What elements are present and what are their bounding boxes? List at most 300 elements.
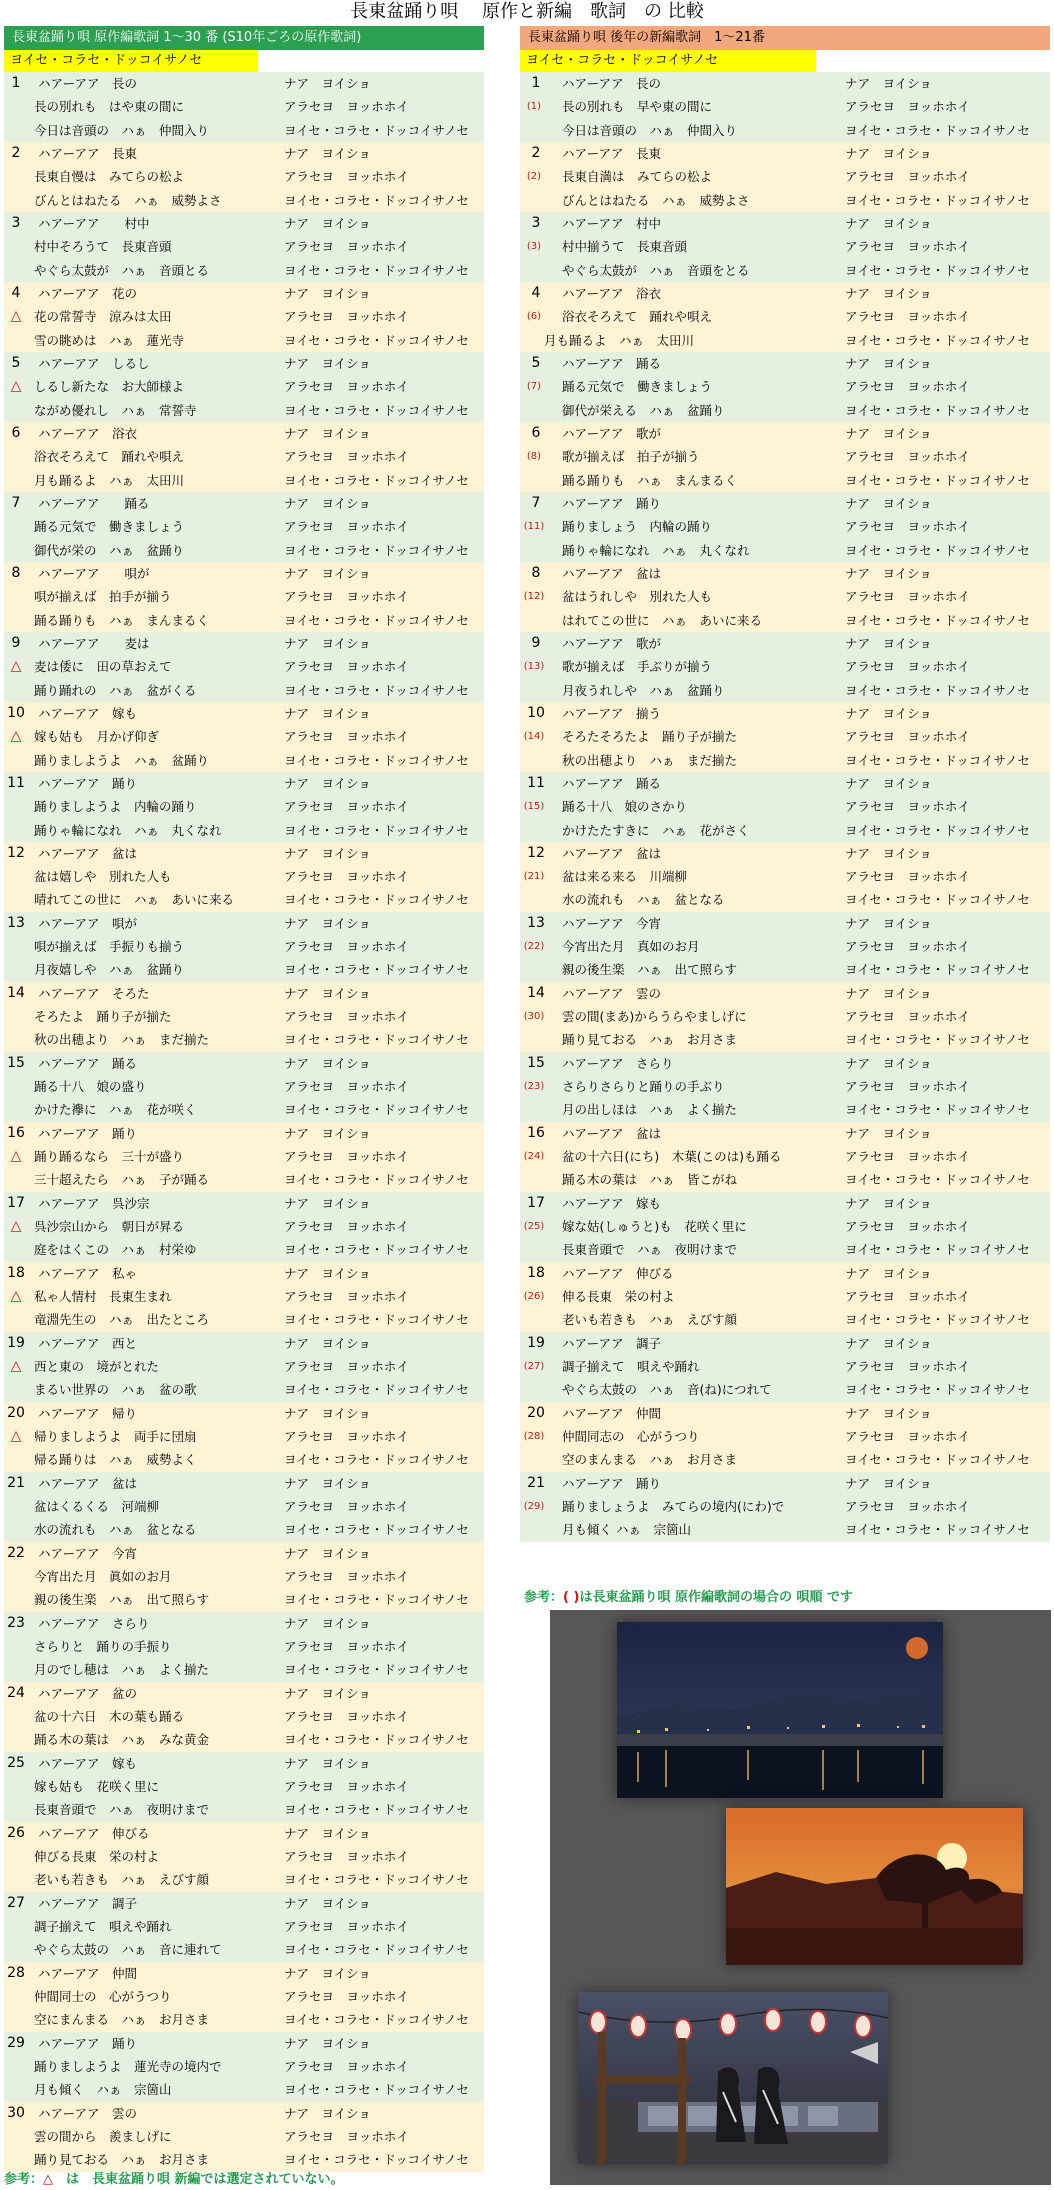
verse-number: 28 (7, 1964, 25, 1981)
response-call: ナア ヨイショ (284, 1055, 371, 1071)
original-order-number: (3) (526, 241, 542, 253)
verse-line (520, 749, 1050, 772)
lyric-text: ハアーアア 踊り (38, 775, 138, 791)
new-verse-19 (520, 1332, 1050, 1402)
original-order-number: (6) (526, 311, 542, 323)
verse-line (4, 935, 484, 958)
response-call: ナア ヨイショ (284, 565, 371, 581)
original-verse-28 (4, 1962, 484, 2032)
verse-line (520, 305, 1050, 328)
verse-line (4, 725, 484, 748)
response-call: ナア ヨイショ (845, 1125, 932, 1141)
lyric-text: 花の常誓寺 涼みは太田 (34, 309, 172, 325)
response-call: ヨイセ・コラセ・ドッコイサノセ (284, 962, 469, 978)
verse-number: 7 (11, 494, 21, 511)
lyric-text: 月のでし穂は ハぁ よく揃た (34, 1662, 210, 1678)
response-call: アラセヨ ヨッホホイ (845, 1149, 970, 1165)
verse-line (520, 212, 1050, 235)
verse-line (4, 1238, 484, 1261)
verse-number: 12 (527, 844, 545, 861)
lyric-text: 踊りゃ輪になれ ハぁ 丸くなれ (34, 822, 222, 838)
unselected-note-mark: △ (43, 2172, 54, 2187)
response-call: アラセヨ ヨッホホイ (284, 939, 409, 955)
order-note-text: は長東盆踊り唄 原作編歌詞の場合の 唄順 です (579, 1590, 854, 1605)
verse-line (4, 1962, 484, 1985)
verse-line (4, 1005, 484, 1028)
verse-line (4, 1262, 484, 1285)
response-call: ヨイセ・コラセ・ドッコイサノセ (284, 262, 469, 278)
original-verse-25 (4, 1752, 484, 1822)
order-note-paren: ( ) (563, 1590, 580, 1605)
original-verse-list (4, 72, 484, 2172)
lyric-text: 踊る木の葉は ハぁ 皆こがね (562, 1172, 738, 1188)
verse-number: 5 (531, 354, 541, 371)
response-call: ヨイセ・コラセ・ドッコイサノセ (284, 1382, 469, 1398)
response-call: ナア ヨイショ (845, 565, 932, 581)
verse-line (4, 422, 484, 445)
new-verse-13 (520, 912, 1050, 982)
verse-line (4, 865, 484, 888)
new-verse-12 (520, 842, 1050, 912)
response-call: アラセヨ ヨッホホイ (284, 659, 409, 675)
response-call: アラセヨ ヨッホホイ (845, 1499, 970, 1515)
verse-number: 5 (11, 354, 21, 371)
lyric-text: ハアーアア 踊り (38, 1125, 138, 1141)
response-call: アラセヨ ヨッホホイ (845, 799, 970, 815)
lyric-text: 盆は嬉しや 別れた人も (34, 869, 172, 885)
lyric-text: 親の後生楽 ハぁ 出て照らす (34, 1592, 210, 1608)
lyric-text: ハアーアア 唄が (38, 915, 138, 931)
verse-line (4, 1425, 484, 1448)
response-call: ナア ヨイショ (845, 76, 932, 91)
original-lyrics-header: 長東盆踊り唄 原作編歌詞 1～30 番 (S10年ごろの原作歌詞) (4, 26, 484, 50)
lyric-text: ハアーアア 仲間 (38, 1965, 138, 1981)
lyric-text: 調子揃えて 唄えや踊れ (562, 1359, 700, 1375)
response-call: アラセヨ ヨッホホイ (284, 1918, 409, 1934)
response-call: ナア ヨイショ (284, 705, 371, 721)
verse-line (4, 772, 484, 795)
verse-line (4, 562, 484, 585)
response-call: ナア ヨイショ (845, 1475, 932, 1491)
response-call: ヨイセ・コラセ・ドッコイサノセ (845, 1312, 1030, 1328)
response-call: ナア ヨイショ (284, 1125, 371, 1141)
original-order-number: (26) (523, 1291, 545, 1303)
new-verse-6 (520, 422, 1050, 492)
new-verse-10 (520, 702, 1050, 772)
lyric-text: 踊る十八 娘の盛り (34, 1079, 147, 1095)
response-call: ヨイセ・コラセ・ドッコイサノセ (284, 682, 469, 698)
verse-line (4, 842, 484, 865)
lyric-text: ハアーアア 調子 (562, 1335, 662, 1351)
original-verse-11 (4, 772, 484, 842)
response-call: ナア ヨイショ (284, 1685, 371, 1701)
response-call: ナア ヨイショ (284, 1825, 371, 1841)
lyric-text: さらりと 踊りの手振り (34, 1638, 172, 1654)
response-call: ナア ヨイショ (284, 635, 371, 651)
verse-line (4, 1822, 484, 1845)
verse-number: 22 (7, 1544, 25, 1561)
lyric-text: 踊る踊りも ハぁ まんまるく (562, 472, 738, 488)
lyric-text: 盆は来る来る 川端柳 (562, 869, 688, 885)
lyric-text: まるい世界の ハぁ 盆の歌 (34, 1382, 197, 1398)
verse-number: 8 (11, 564, 21, 581)
verse-line (4, 1798, 484, 1821)
verse-line (4, 95, 484, 118)
lyric-text: 村中そろうて 長東音頭 (34, 239, 172, 255)
lyric-text: ハアーアア 浴衣 (562, 285, 662, 301)
lyric-text: 長東自満は みてらの松よ (562, 169, 713, 185)
response-call: ヨイセ・コラセ・ドッコイサノセ (284, 822, 469, 838)
response-call: アラセヨ ヨッホホイ (845, 239, 970, 255)
response-call: ヨイセ・コラセ・ドッコイサノセ (845, 1522, 1030, 1538)
verse-number: 25 (7, 1754, 25, 1771)
response-call: ナア ヨイショ (845, 355, 932, 371)
original-verse-10 (4, 702, 484, 772)
verse-line (4, 1985, 484, 2008)
original-verse-29 (4, 2032, 484, 2102)
verse-line (520, 585, 1050, 608)
lyric-text: 三十超えたら ハぁ 子が踊る (34, 1172, 210, 1188)
verse-line (520, 1005, 1050, 1028)
unselected-note (4, 2168, 344, 2187)
verse-line (520, 72, 1050, 95)
new-verse-21 (520, 1472, 1050, 1542)
verse-number: 26 (7, 1824, 25, 1841)
response-call: アラセヨ ヨッホホイ (845, 1219, 970, 1235)
response-call: ヨイセ・コラセ・ドッコイサノセ (284, 1102, 469, 1118)
response-call: アラセヨ ヨッホホイ (845, 1359, 970, 1375)
verse-line (4, 2032, 484, 2055)
lyric-text: 雪の眺めは ハぁ 蓮光寺 (34, 332, 185, 348)
original-order-number: (30) (523, 1011, 545, 1023)
verse-line (520, 1262, 1050, 1285)
lyric-text: 庭をはくこの ハぁ 村栄ゆ (34, 1242, 197, 1258)
original-verse-12 (4, 842, 484, 912)
response-call: ナア ヨイショ (845, 775, 932, 791)
verse-line (4, 189, 484, 212)
verse-line (4, 1658, 484, 1681)
verse-line (520, 1238, 1050, 1261)
verse-line (520, 142, 1050, 165)
response-call: ヨイセ・コラセ・ドッコイサノセ (845, 1242, 1030, 1258)
verse-line (4, 1098, 484, 1121)
response-call: アラセヨ ヨッホホイ (284, 1638, 409, 1654)
lyric-text: 月夜嬉しや ハぁ 盆踊り (34, 962, 185, 978)
verse-line (4, 1308, 484, 1331)
lyric-text: 晴れてこの世に ハぁ あいに来る (34, 892, 235, 908)
lyric-text: 老いも若きも ハぁ えびす顔 (34, 1872, 210, 1888)
verse-number: 16 (527, 1124, 545, 1141)
response-call: ナア ヨイショ (284, 76, 371, 91)
lyric-text: 踊る元気で 働きましょう (562, 379, 713, 395)
lyric-text: やぐら太鼓の ハぁ 音(ね)につれて (562, 1382, 772, 1398)
response-call: ヨイセ・コラセ・ドッコイサノセ (845, 822, 1030, 838)
new-verse-7 (520, 492, 1050, 562)
response-call: アラセヨ ヨッホホイ (284, 1219, 409, 1235)
verse-number: 4 (531, 284, 541, 301)
verse-number: 11 (527, 774, 545, 791)
verse-number: 8 (531, 564, 541, 581)
lyric-text: 踊りましょうよ みてらの境内(にわ)で (562, 1499, 785, 1515)
verse-line (520, 772, 1050, 795)
verse-line (4, 1448, 484, 1471)
verse-number: 13 (7, 914, 25, 931)
verse-line (4, 212, 484, 235)
original-order-number: (12) (523, 591, 545, 603)
new-verse-16 (520, 1122, 1050, 1192)
verse-line (520, 1145, 1050, 1168)
lyric-text: 秋の出穂より ハぁ まだ揃た (562, 752, 738, 768)
new-verse-15 (520, 1052, 1050, 1122)
response-call: アラセヨ ヨッホホイ (284, 1429, 409, 1445)
verse-line (520, 329, 1050, 352)
verse-line (4, 1682, 484, 1705)
lyric-text: 盆の十六日 木の葉も踊る (34, 1708, 185, 1724)
verse-line (520, 445, 1050, 468)
verse-line (520, 1052, 1050, 1075)
lyric-text: 親の後生楽 ハぁ 出て照らす (562, 962, 738, 978)
verse-number: 11 (7, 774, 25, 791)
original-verse-4 (4, 282, 484, 352)
lyric-text: 仲間同志の 心がうつり (562, 1429, 700, 1445)
verse-line (520, 888, 1050, 911)
new-verse-20 (520, 1402, 1050, 1472)
lyric-text: 唄が揃えば 拍手が揃う (34, 589, 172, 605)
response-call: ヨイセ・コラセ・ドッコイサノセ (845, 682, 1030, 698)
original-verse-6 (4, 422, 484, 492)
lyric-text: 帰る踊りは ハぁ 威勢よく (34, 1452, 197, 1468)
unselected-note-prefix: 参考： (4, 2172, 44, 2187)
verse-line (520, 842, 1050, 865)
new-verse-1 (520, 72, 1050, 142)
verse-line (4, 445, 484, 468)
verse-line (4, 2008, 484, 2031)
original-order-number: (14) (523, 731, 545, 743)
verse-line (520, 865, 1050, 888)
response-call: ナア ヨイショ (845, 705, 932, 721)
original-lyrics-column (4, 26, 484, 2172)
response-call: アラセヨ ヨッホホイ (284, 1359, 409, 1375)
original-verse-14 (4, 982, 484, 1052)
verse-line (520, 1308, 1050, 1331)
verse-line (4, 1938, 484, 1961)
verse-number: 19 (7, 1334, 25, 1351)
verse-number: 1 (11, 75, 21, 91)
verse-line (4, 819, 484, 842)
lyric-text: 麦は倭に 田の草おえて (34, 659, 172, 675)
response-call: アラセヨ ヨッホホイ (284, 1778, 409, 1794)
response-call: ヨイセ・コラセ・ドッコイサノセ (845, 612, 1030, 628)
lyric-text: 踊り踊れの ハぁ 盆がくる (34, 682, 197, 698)
verse-line (520, 375, 1050, 398)
original-order-number: (21) (523, 871, 545, 883)
response-call: ナア ヨイショ (284, 1195, 371, 1211)
response-call: アラセヨ ヨッホホイ (845, 869, 970, 885)
response-call: アラセヨ ヨッホホイ (845, 939, 970, 955)
verse-number: 2 (11, 144, 21, 161)
verse-line (4, 585, 484, 608)
bon-dance-lantern-photo (578, 1992, 888, 2164)
lyric-text: 伸る長東 栄の村よ (562, 1289, 675, 1305)
original-verse-7 (4, 492, 484, 562)
lyric-text: ハアーアア 長の (38, 76, 138, 91)
new-verse-11 (520, 772, 1050, 842)
response-call: ナア ヨイショ (845, 1195, 932, 1211)
verse-line (4, 352, 484, 375)
response-call: ナア ヨイショ (284, 845, 371, 861)
verse-line (520, 469, 1050, 492)
response-call: ヨイセ・コラセ・ドッコイサノセ (845, 1032, 1030, 1048)
verse-line (520, 935, 1050, 958)
original-verse-22 (4, 1542, 484, 1612)
verse-number: 20 (527, 1404, 545, 1421)
new-verse-8 (520, 562, 1050, 632)
verse-line (520, 912, 1050, 935)
lyric-text: ハアーアア 盆の (38, 1685, 138, 1701)
original-verse-20 (4, 1402, 484, 1472)
verse-line (4, 1355, 484, 1378)
verse-line (4, 469, 484, 492)
verse-number: 13 (527, 914, 545, 931)
response-call: アラセヨ ヨッホホイ (284, 1499, 409, 1515)
new-verse-2 (520, 142, 1050, 212)
verse-number: 15 (527, 1054, 545, 1071)
response-call: ヨイセ・コラセ・ドッコイサノセ (284, 1662, 469, 1678)
verse-line (4, 1332, 484, 1355)
verse-number: 21 (527, 1474, 545, 1491)
verse-line (520, 1495, 1050, 1518)
not-selected-mark: △ (10, 308, 22, 325)
response-call: アラセヨ ヨッホホイ (284, 1708, 409, 1724)
response-call: ナア ヨイショ (284, 2035, 371, 2051)
verse-line (520, 1098, 1050, 1121)
verse-line (4, 2055, 484, 2078)
response-call: アラセヨ ヨッホホイ (284, 309, 409, 325)
verse-line (4, 72, 484, 95)
verse-line (4, 399, 484, 422)
verse-number: 19 (527, 1334, 545, 1351)
verse-line (520, 399, 1050, 422)
lyric-text: 呉沙宗山から 朝日が昇る (34, 1219, 185, 1235)
verse-line (520, 1425, 1050, 1448)
lyric-text: ハアーアア 唄が (38, 565, 150, 581)
lyric-text: さらりさらりと踊りの手ぶり (562, 1079, 725, 1095)
response-call: アラセヨ ヨッホホイ (284, 1009, 409, 1025)
verse-line (520, 1355, 1050, 1378)
verse-line (4, 679, 484, 702)
verse-line (4, 982, 484, 1005)
lyric-text: ハアーアア 帰り (38, 1405, 138, 1421)
verse-line (520, 1122, 1050, 1145)
lyric-text: 長東音頭で ハぁ 夜明けまで (562, 1242, 738, 1258)
verse-number: 1 (531, 75, 541, 91)
lyric-text: 唄が揃えば 手振りも揃う (34, 939, 185, 955)
verse-line (4, 1378, 484, 1401)
response-call: ナア ヨイショ (284, 985, 371, 1001)
response-call: ヨイセ・コラセ・ドッコイサノセ (284, 2012, 469, 2028)
verse-line (520, 1332, 1050, 1355)
response-call: ヨイセ・コラセ・ドッコイサノセ (284, 612, 469, 628)
response-call: ヨイセ・コラセ・ドッコイサノセ (845, 262, 1030, 278)
original-verse-26 (4, 1822, 484, 1892)
verse-line (4, 2078, 484, 2101)
lyric-text: 踊る元気で 働きましょう (34, 519, 185, 535)
verse-line (4, 329, 484, 352)
lyric-text: 踊り見ておる ハぁ お月さま (562, 1032, 738, 1048)
verse-line (520, 515, 1050, 538)
lyric-text: 老いも若きも ハぁ えびす顔 (562, 1312, 738, 1328)
response-call: ナア ヨイショ (845, 1405, 932, 1421)
response-call: ヨイセ・コラセ・ドッコイサノセ (284, 542, 469, 558)
verse-line (4, 1168, 484, 1191)
verse-line (4, 515, 484, 538)
not-selected-mark: △ (10, 1148, 22, 1165)
response-call: ヨイセ・コラセ・ドッコイサノセ (284, 1522, 469, 1538)
lyric-text: ハアーアア 仲間 (562, 1405, 662, 1421)
response-call: ナア ヨイショ (284, 1405, 371, 1421)
response-call: ナア ヨイショ (284, 2105, 371, 2121)
verse-line (520, 422, 1050, 445)
lyric-text: ハアーアア 長東 (38, 145, 138, 161)
response-call: ヨイセ・コラセ・ドッコイサノセ (284, 1942, 469, 1958)
lyric-text: そろたそろたよ 踊り子が揃た (562, 729, 738, 745)
verse-line (520, 189, 1050, 212)
verse-line (4, 1588, 484, 1611)
verse-line (4, 888, 484, 911)
verse-line (4, 375, 484, 398)
verse-line (520, 702, 1050, 725)
response-call: ヨイセ・コラセ・ドッコイサノセ (845, 122, 1030, 138)
lyric-text: そろたよ 踊り子が揃た (34, 1009, 172, 1025)
response-call: ヨイセ・コラセ・ドッコイサノセ (284, 1452, 469, 1468)
lyric-text: ハアーアア 踊り (38, 2035, 138, 2051)
lyric-text: ハアーアア 花の (38, 285, 138, 301)
original-verse-17 (4, 1192, 484, 1262)
response-call: アラセヨ ヨッホホイ (845, 99, 970, 115)
verse-line (4, 1728, 484, 1751)
lyric-text: 雲の間(まあ)からうらやましげに (562, 1009, 747, 1025)
lyric-text: 御代が栄える ハぁ 盆踊り (562, 402, 725, 418)
lyric-text: 竜淵先生の ハぁ 出たところ (34, 1312, 210, 1328)
verse-line (520, 632, 1050, 655)
response-call: アラセヨ ヨッホホイ (284, 1988, 409, 2004)
response-call: アラセヨ ヨッホホイ (284, 449, 409, 465)
response-call: ナア ヨイショ (845, 495, 932, 511)
verse-number: 4 (11, 284, 21, 301)
verse-number: 15 (7, 1054, 25, 1071)
verse-line (4, 1192, 484, 1215)
not-selected-mark: △ (10, 1218, 22, 1235)
response-call: ナア ヨイショ (284, 355, 371, 371)
response-call: ナア ヨイショ (845, 285, 932, 301)
original-order-number: (27) (523, 1361, 545, 1373)
verse-line (4, 795, 484, 818)
sunset-photo (726, 1808, 1023, 1965)
verse-line (520, 165, 1050, 188)
lyric-text: ハアーアア 雲の (38, 2105, 138, 2121)
lyric-text: かけた襷に ハぁ 花が咲く (34, 1102, 197, 1118)
original-order-number: (15) (523, 801, 545, 813)
verse-line (4, 305, 484, 328)
new-verse-list (520, 72, 1050, 1542)
verse-number: 10 (7, 704, 25, 721)
lyric-text: ハアーアア 嫁も (38, 705, 138, 721)
verse-line (520, 119, 1050, 142)
lyric-text: 西と東の 境がとれた (34, 1359, 160, 1375)
lyric-text: ハアーアア 私ゃ (38, 1265, 138, 1281)
response-call: ナア ヨイショ (845, 1055, 932, 1071)
verse-number: 18 (527, 1264, 545, 1281)
